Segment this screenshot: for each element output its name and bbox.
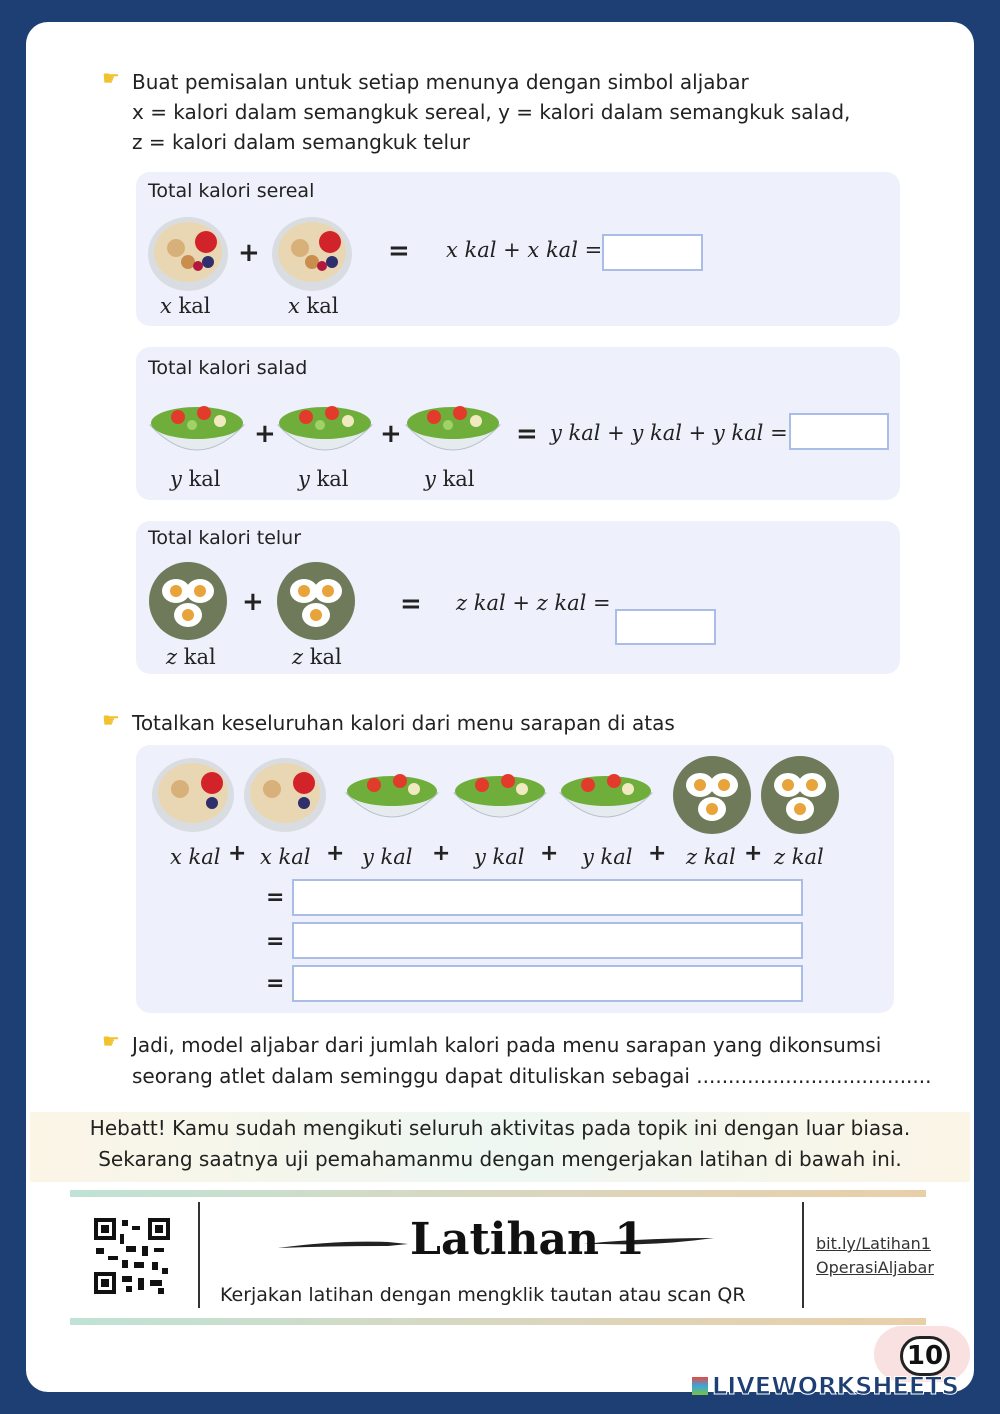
total-equals-3: = <box>266 971 285 996</box>
egg-plate-icon <box>276 561 356 641</box>
salad-bowl-icon <box>556 765 656 831</box>
total-term: y kal <box>362 845 413 869</box>
telur-term-2: z kal <box>292 645 342 669</box>
total-term: z kal <box>774 845 824 869</box>
telur-answer-input[interactable] <box>615 609 716 645</box>
congrats-banner <box>30 1112 970 1182</box>
egg-plate-icon <box>760 755 840 835</box>
salad-answer-input[interactable] <box>789 413 889 450</box>
latihan-link-line-1[interactable]: bit.ly/Latihan1 <box>816 1234 931 1253</box>
panel-total <box>136 745 894 1013</box>
telur-plus: + <box>242 587 264 617</box>
latihan-title: Latihan 1 <box>410 1214 645 1265</box>
panel-sereal <box>136 172 900 326</box>
banner-line-2: Sekarang saatnya uji pemahamanmu dengan mengerjakan latihan di bawah ini. <box>98 1147 902 1171</box>
salad-bowl-icon <box>402 395 504 465</box>
salad-term-1: y kal <box>170 467 221 491</box>
sereal-term-1: x kal <box>160 294 211 318</box>
salad-equation: y kal + y kal + y kal = <box>550 421 788 445</box>
liveworksheets-logo-icon <box>692 1377 708 1395</box>
latihan-subtitle: Kerjakan latihan dengan mengklik tautan atau scan QR <box>220 1284 746 1306</box>
total-equals-2: = <box>266 929 285 954</box>
total-answer-input-3[interactable] <box>292 965 803 1002</box>
total-plus: + <box>744 841 763 866</box>
sereal-plus: + <box>238 238 260 268</box>
divider-stripe <box>70 1190 926 1197</box>
egg-plate-icon <box>148 561 228 641</box>
footer-divider-right <box>802 1202 804 1308</box>
salad-term-2: y kal <box>298 467 349 491</box>
sereal-equals: = <box>388 236 410 266</box>
salad-term-3: y kal <box>424 467 475 491</box>
intro-line-3: z = kalori dalam semangkuk telur <box>132 130 471 154</box>
sereal-title: Total kalori sereal <box>148 180 315 202</box>
pointing-hand-icon: ☛ <box>102 708 120 732</box>
sereal-term-2: x kal <box>288 294 339 318</box>
salad-plus-1: + <box>254 419 276 449</box>
worksheet-page <box>26 22 974 1392</box>
panel-telur <box>136 521 900 674</box>
conclusion-line-1: Jadi, model aljabar dari jumlah kalori pada menu sarapan yang dikonsumsi <box>132 1033 882 1057</box>
sereal-equation: x kal + x kal = <box>446 238 603 262</box>
panel-salad <box>136 347 900 500</box>
total-plus: + <box>228 841 247 866</box>
total-answer-input-2[interactable] <box>292 922 803 959</box>
telur-equals: = <box>400 589 422 619</box>
pointing-hand-icon: ☛ <box>102 66 120 90</box>
telur-equation: z kal + z kal = <box>456 591 611 615</box>
salad-bowl-icon <box>450 765 550 831</box>
footer-divider-left <box>198 1202 200 1308</box>
cereal-bowl-icon <box>270 214 354 294</box>
total-equals-1: = <box>266 885 285 910</box>
total-instruction: Totalkan keseluruhan kalori dari menu sarapan di atas <box>132 711 675 735</box>
sereal-answer-input[interactable] <box>602 234 703 271</box>
salad-title: Total kalori salad <box>148 357 308 379</box>
total-plus: + <box>648 841 667 866</box>
total-term: y kal <box>474 845 525 869</box>
total-plus: + <box>432 841 451 866</box>
intro-line-2: x = kalori dalam semangkuk sereal, y = kalori dalam semangkuk salad, <box>132 100 851 124</box>
banner-line-1: Hebatt! Kamu sudah mengikuti seluruh aktivitas pada topik ini dengan luar biasa. <box>89 1116 911 1140</box>
telur-title: Total kalori telur <box>148 527 302 549</box>
total-term: x kal <box>260 845 311 869</box>
salad-equals: = <box>516 419 538 449</box>
qr-code-icon[interactable] <box>92 1216 172 1296</box>
cereal-bowl-icon <box>242 755 328 835</box>
page-number: 10 <box>900 1336 950 1376</box>
salad-bowl-icon <box>146 395 248 465</box>
total-plus: + <box>326 841 345 866</box>
intro-line-1: Buat pemisalan untuk setiap menunya dengan simbol aljabar <box>132 70 749 94</box>
salad-bowl-icon <box>342 765 442 831</box>
total-term: z kal <box>686 845 736 869</box>
latihan-link-line-2[interactable]: OperasiAljabar <box>816 1258 934 1277</box>
salad-bowl-icon <box>274 395 376 465</box>
cereal-bowl-icon <box>150 755 236 835</box>
total-plus: + <box>540 841 559 866</box>
conclusion-line-2: seorang atlet dalam seminggu dapat dituliskan sebagai ..................................... <box>132 1064 932 1088</box>
telur-term-1: z kal <box>166 645 216 669</box>
pointing-hand-icon: ☛ <box>102 1029 120 1053</box>
divider-stripe <box>70 1318 926 1325</box>
egg-plate-icon <box>672 755 752 835</box>
total-term: x kal <box>170 845 221 869</box>
liveworksheets-watermark <box>692 1372 959 1400</box>
total-term: y kal <box>582 845 633 869</box>
salad-plus-2: + <box>380 419 402 449</box>
total-answer-input-1[interactable] <box>292 879 803 916</box>
watermark-text: LIVEWORKSHEETS <box>712 1372 959 1400</box>
cereal-bowl-icon <box>146 214 230 294</box>
